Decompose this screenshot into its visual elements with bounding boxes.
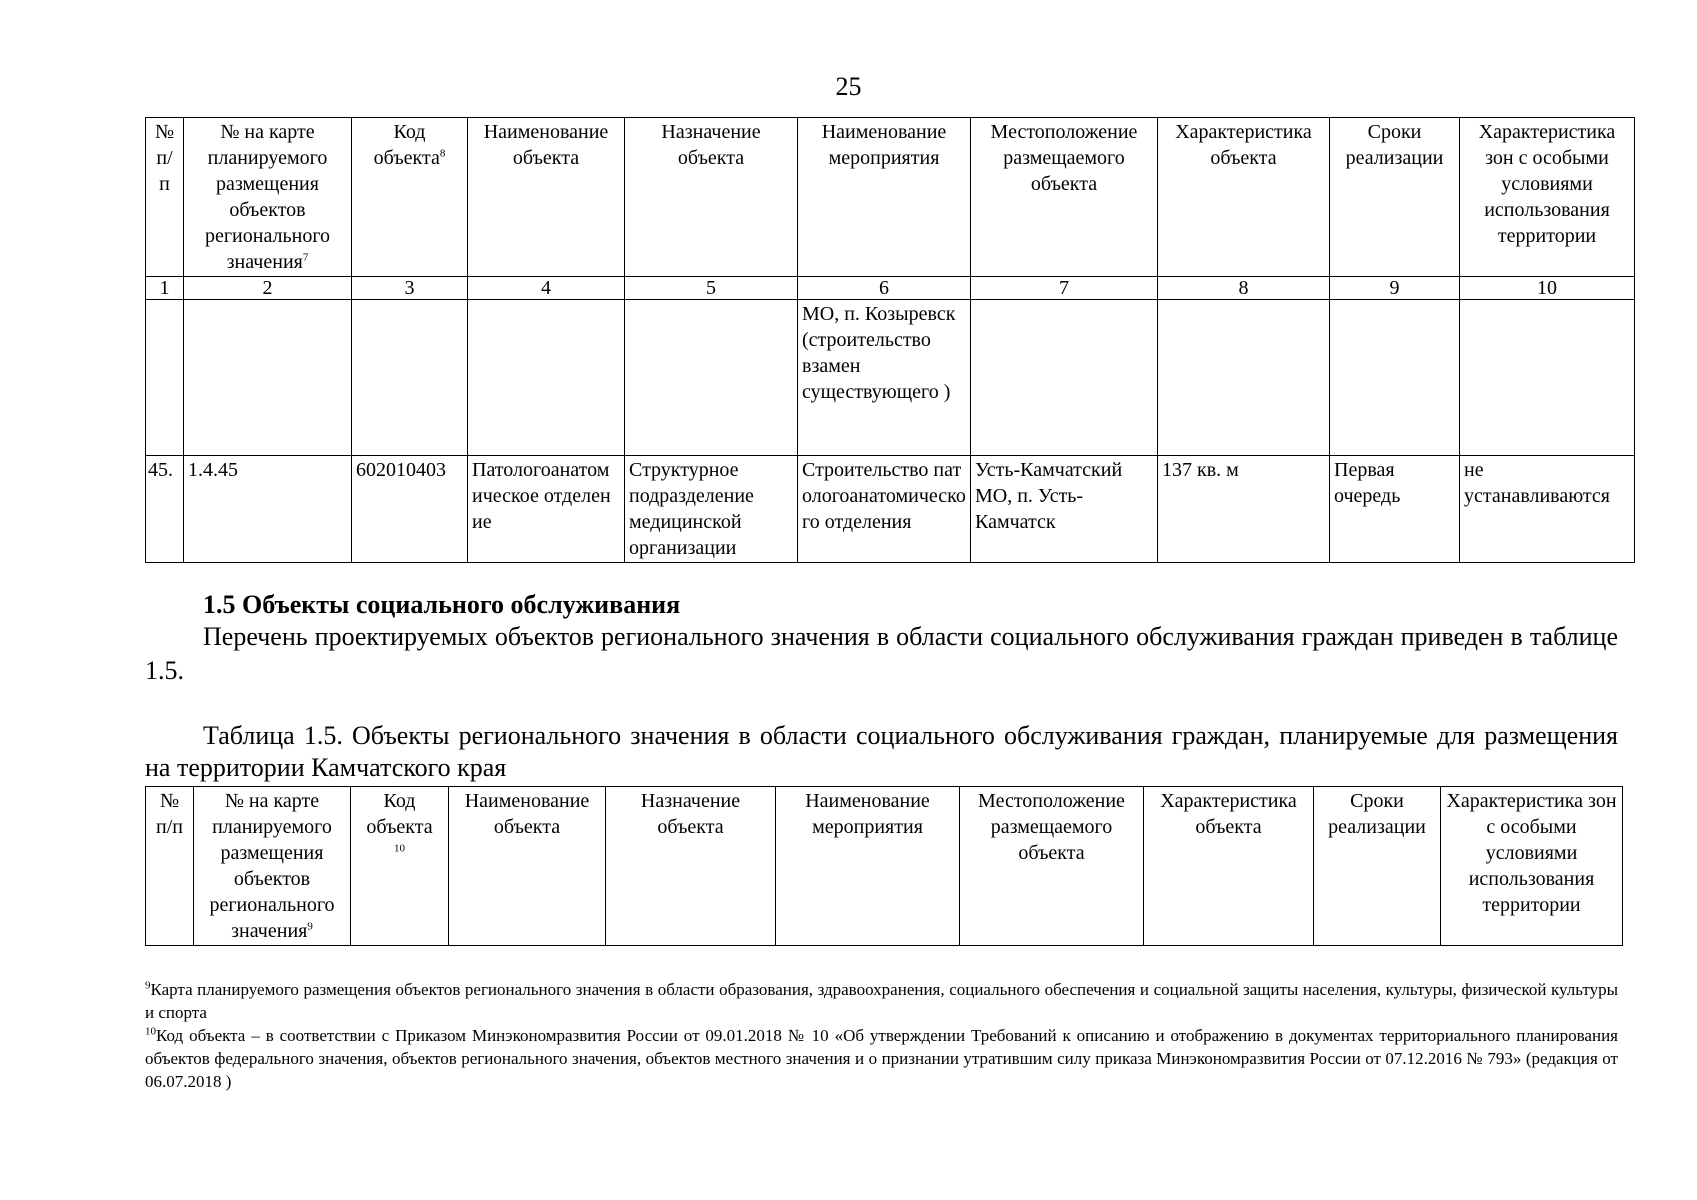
header-cell: № п/п (146, 787, 194, 946)
table-cell: Патологоанатомическое отделение (468, 456, 625, 563)
column-number: 10 (1460, 277, 1635, 300)
table-cell: Усть-Камчатский МО, п. Усть-Камчатск (971, 456, 1158, 563)
header-cell: Наименование объекта (468, 118, 625, 277)
header-cell: Характеристика зон с особыми условиями использования территории (1460, 118, 1635, 277)
table-cell (184, 300, 352, 456)
header-cell: Характеристика объекта (1158, 118, 1330, 277)
table-cell: Структурное подразделение медицинской организации (625, 456, 798, 563)
header-cell: № п/ п (146, 118, 184, 277)
section-title: 1.5 Объекты социального обслуживания (203, 590, 681, 619)
header-cell: Код объекта $^{10}$ (351, 787, 449, 946)
header-cell: Назначение объекта (625, 118, 798, 277)
column-number: 1 (146, 277, 184, 300)
column-number: 6 (798, 277, 971, 300)
table-cell: 602010403 (352, 456, 468, 563)
header-cell: Наименование мероприятия (776, 787, 960, 946)
column-number: 3 (352, 277, 468, 300)
header-cell: Характеристика объекта (1144, 787, 1314, 946)
table-cell: 45. (146, 456, 184, 563)
table-cell (971, 300, 1158, 456)
header-cell: Сроки реализации (1314, 787, 1441, 946)
table-cell (1330, 300, 1460, 456)
table-cell: Строительство патологоанатомического отделения (798, 456, 971, 563)
table-row (146, 456, 1635, 563)
table-cell (1460, 300, 1635, 456)
footnote-9: $^9$Карта планируемого размещения объектов регионального значения в области образования, здравоохранения, социального обеспечения и социальной защиты населения, культуры, физической культуры и спорта (145, 979, 1618, 1022)
header-cell: Местоположение размещаемого объекта (960, 787, 1144, 946)
table-cell: МО, п. Козыревск (строительство взамен существующего ) (798, 300, 971, 456)
header-cell: Код объекта$^8$ (352, 118, 468, 277)
header-cell: Наименование мероприятия (798, 118, 971, 277)
column-number: 4 (468, 277, 625, 300)
table-cell (468, 300, 625, 456)
table-cell: Первая очередь (1330, 456, 1460, 563)
header-cell: № на карте планируемого размещения объектов регионального значения$^7$ (184, 118, 352, 277)
social-objects-table (145, 786, 1623, 946)
header-cell: Местоположение размещаемого объекта (971, 118, 1158, 277)
table-header-row (146, 118, 1635, 277)
header-cell: Сроки реализации (1330, 118, 1460, 277)
table-cell (352, 300, 468, 456)
table-cell: 137 кв. м (1158, 456, 1330, 563)
footnote-10: $^{10}$Код объекта – в соответствии с Приказом Минэкономразвития России от 09.01.2018 № 10 «Об утверждении Требований к описанию и отображению в документах территориального планирования объектов федерального значения, объектов регионального значения, объектов местного значения и о признании утратившим силу приказа Минэкономразвития России от 07.12.2016 № 793» (редакция от 06.07.2018 ) (145, 1025, 1618, 1091)
table-header-row (146, 787, 1623, 946)
table-cell (1158, 300, 1330, 456)
column-number: 8 (1158, 277, 1330, 300)
header-cell: Назначение объекта (606, 787, 776, 946)
column-number: 2 (184, 277, 352, 300)
table-row (146, 300, 1635, 456)
page-number: 25 (835, 72, 862, 101)
table-caption: Таблица 1.5. Объекты регионального значения в области социального обслуживания граждан, планируемые для размещения на территории Камчатского края (145, 721, 1618, 782)
table-cell (146, 300, 184, 456)
column-number: 7 (971, 277, 1158, 300)
column-number: 5 (625, 277, 798, 300)
header-cell: № на карте планируемого размещения объектов регионального значения$^9$ (194, 787, 351, 946)
table-cell (625, 300, 798, 456)
table-cell: 1.4.45 (184, 456, 352, 563)
column-number: 9 (1330, 277, 1460, 300)
column-number-row (146, 277, 1635, 300)
header-cell: Характеристика зон с особыми условиями использования территории (1441, 787, 1623, 946)
section-paragraph: Перечень проектируемых объектов регионального значения в области социального обслуживания граждан приведен в таблице 1.5. (145, 622, 1618, 685)
objects-table-continuation (145, 117, 1635, 563)
header-cell: Наименование объекта (449, 787, 606, 946)
table-cell: не устанавливаются (1460, 456, 1635, 563)
